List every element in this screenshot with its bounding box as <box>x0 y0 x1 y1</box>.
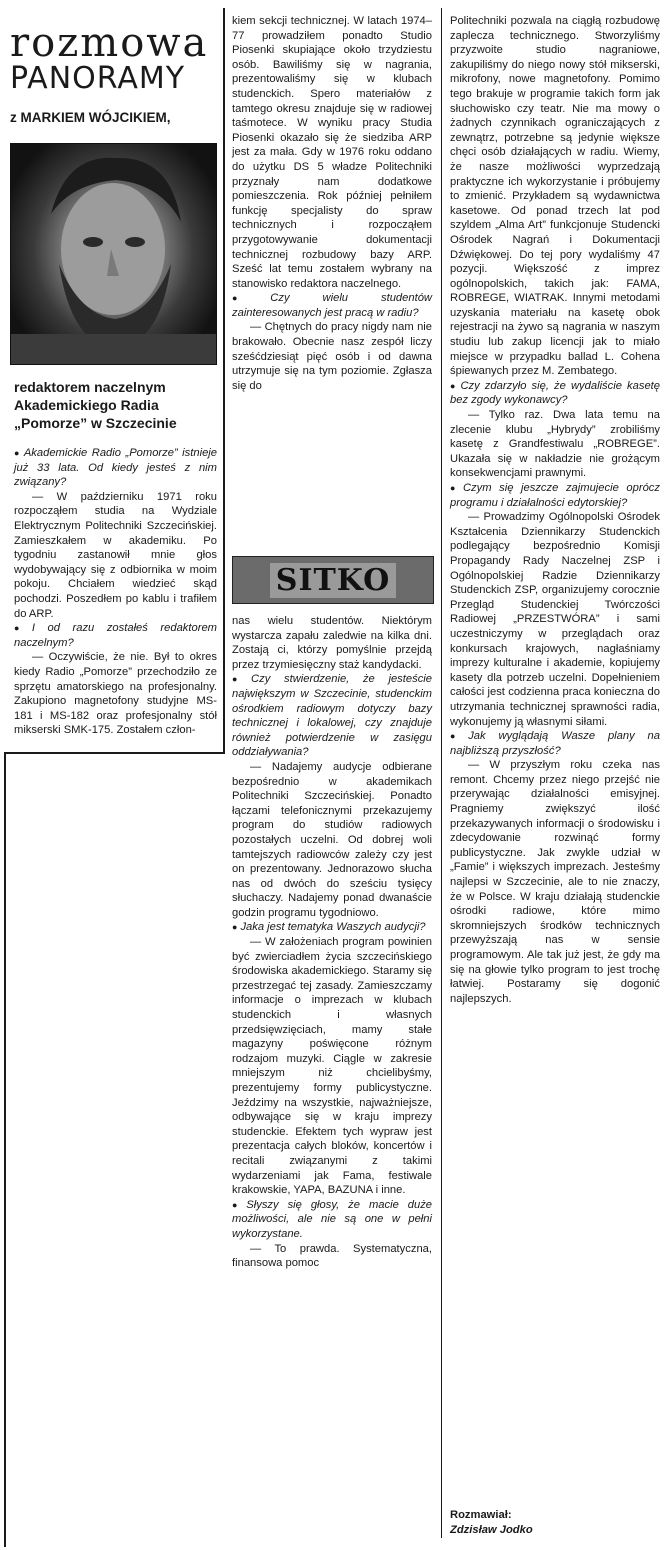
column-2-top <box>232 14 432 393</box>
question-paragraph <box>232 291 432 320</box>
portrait-photo <box>10 143 217 365</box>
answer-paragraph <box>232 614 432 672</box>
answer-paragraph <box>232 14 432 291</box>
column-2-bottom <box>232 614 432 1271</box>
paragraph-text: Słyszy się głosy, że macie duże możliwości, ale nie są one w pełni wykorzystane. <box>232 1198 433 1240</box>
paragraph-text: — W przyszłym roku czeka nas remont. Chcemy przez niego przejść nie przerywając działalności emisyjnej. Pragniemy zwiększyć ilość przekazywanych informacji o środowisku i zdecydowanie rozwinąć formy publicystyczne. Jak zwykle udział w „Famie” i większych imprezach. Jesteśmy najlepsi w Szczecinie, ale to nie znaczy, że w Polsce. W kraju działają studenckie ośrodki radiowe, które mimo skromniejszych środków technicznych przewyższają nas w sensie programowym. Ale tak już jest, że gdy ma się na głowie tylko program to jest trochę łatwiej. Postaramy się dogonić najlepszych. <box>450 759 660 1005</box>
bullet-icon: ● <box>232 674 249 685</box>
paragraph-text: — W założeniach program powinien być zwierciadłem życia szczecińskiego środowiska akademickiego. Staramy się przestrzegać tej zasady. Zamieszczamy informacje o imprezach w klubach studenckich i własnych przedsięwzięciach, mamy stałe magazyny poświęcone różnym rodzajom muzyki. Ciągle w zakresie mniejszym niż chcielibyśmy, prezentujemy formy publicystyczne. Jeździmy na wszystkie, najważniejsze, odbywające się w kraju imprezy studenckie. Efektem tych wypraw jest prezentacja całych bloków, koncertów i recitali związanymi z takimi wydarzeniami jak Fama, festiwale krakowskie, YAPA, BAZUNA i inne. <box>232 936 432 1197</box>
question-paragraph <box>232 672 432 760</box>
portrait-image <box>11 144 216 364</box>
bullet-icon: ● <box>232 293 268 304</box>
paragraph-text: Czy stwierdzenie, że jesteście największym w Szczecinie, studenckim ośrodkiem radiowym dotyczy bazy technicznej i lokalowej, czy znajduje również potwierdzenie w zasięgu oddziaływania? <box>232 673 433 759</box>
paragraph-text: Politechniki pozwala na ciągłą rozbudowę zaplecza technicznego. Stworzyliśmy przyzwoite studio nagraniowe, zakupiliśmy do niego nowy stół mikserski, mikrofony, nowe magnetofony. Pomimo tego brakuje w programie takich form jak słuchowisko czy teatr. Nie ma mowy o żadnych czynnikach ograniczających z zewnątrz, potrzebne są jedynie większe chęci osób działających w radiu. Wiemy, że nasze możliwości wyprzedzają praktyczne ich wykorzystanie i próbujemy to zmienić. Przykładem są wydawnictwa kasetowe. Od ponad trzech lat pod szyldem „Alma Art” funkcjonuje Studencki Ośrodek Nagrań i Dokumentacji Dźwiękowej. Do tej pory wydaliśmy 47 pozycji. Większość z imprez ogólnopolskich, takich jak: FAMA, ROBREGE, WIATRAK. Innymi metodami uzyskania materiału na kasetę obok rejestracji na żywo są nagrania w naszym studiu lub zakup licencji jak to miało miejsce w przypadku ballad L. Cohena śpiewanych przez M. Zembatego. <box>450 15 660 378</box>
bullet-icon: ● <box>14 448 21 458</box>
bullet-icon: ● <box>450 731 466 742</box>
paragraph-text: Czy zdarzyło się, że wydaliście kasetę bez zgody wykonawcy? <box>450 379 661 407</box>
question-paragraph <box>14 446 217 490</box>
rule-left-bottom <box>4 752 6 1547</box>
answer-paragraph <box>14 490 217 621</box>
question-paragraph <box>232 1198 432 1242</box>
paragraph-text: — Oczywiście, że nie. Był to okres kiedy Radio „Pomorze” przechodziło ze sprzętu amatorskiego na profesjonalny. Zakupiono magnetofony studyjne MS-181 i MS-182 oraz profesjonalny stół mikserski SMK-175. Zostałem człon- <box>14 651 217 737</box>
rule-left-top <box>223 8 225 753</box>
answer-paragraph <box>232 1242 432 1271</box>
masthead-title: rozmowa <box>10 20 209 66</box>
bullet-icon: ● <box>14 623 29 634</box>
column-3 <box>450 14 660 1006</box>
question-paragraph <box>232 920 432 935</box>
paragraph-text: I od razu zostałeś redaktorem naczelnym? <box>14 622 217 649</box>
answer-paragraph <box>450 758 660 1006</box>
answer-paragraph <box>450 510 660 729</box>
answer-paragraph <box>232 320 432 393</box>
paragraph-text: Czy wielu studentów zainteresowanych jest pracą w radiu? <box>232 292 432 319</box>
paragraph-text: nas wielu studentów. Niektórym wystarcza zapału zaledwie na kilka dni. Zostają ci, którzy pomyślnie przejdą przez trzymiesięczny staż kandydacki. <box>232 615 432 671</box>
paragraph-text: — Prowadzimy Ogólnopolski Ośrodek Kształcenia Dziennikarzy Studenckich podlegający bezpośrednio Komisji Propagandy Rady Naczelnej ZSP i Ogólnopolskiej Radzie Dziennikarzy Studenckich ZSP, organizujemy corocznie Przegląd Studenckiej Twórczości Radiowej „PRZESTWÓRA” i sami uczestniczymy w przeglądach oraz konkursach krajowych, nagłaśniamy imprezy kulturalne i akademie, kopiujemy kasety dla potrzeb uczelni. Dopełnieniem całości jest codzienna praca konieczna do utrzymania technicznej sprawności radia, wykonujemy ją własnymi siłami. <box>450 511 660 728</box>
answer-paragraph <box>450 408 660 481</box>
answer-paragraph <box>232 935 432 1198</box>
paragraph-text: Czym się jeszcze zajmujecie oprócz programu i działalności edytorskiej? <box>450 482 660 509</box>
signoff-block <box>450 1508 660 1537</box>
question-paragraph <box>450 729 660 758</box>
paragraph-text: Akademickie Radio „Pomorze” istnieje już 33 lata. Od kiedy jesteś z nim związany? <box>14 447 217 489</box>
question-paragraph <box>450 379 660 408</box>
paragraph-text: Jak wyglądają Wasze plany na najbliższą przyszłość? <box>450 730 661 757</box>
rule-middle <box>441 8 442 1538</box>
guest-line: z MARKIEM WÓJCIKIEM, <box>10 110 171 125</box>
bullet-icon: ● <box>450 380 458 391</box>
answer-paragraph <box>450 14 660 379</box>
guest-role: redaktorem naczelnym Akademickiego Radia „Pomorze” w Szczecinie <box>14 379 177 431</box>
masthead-subtitle: PANORAMY <box>10 61 186 96</box>
paragraph-text: — Tylko raz. Dwa lata temu na zlecenie klubu „Hybrydy” zrobiliśmy kasetę z Grandfestiwalu „ROBREGE”. Ukazała się w nakładzie nie grożącym konsekwencjami prawnymi. <box>450 409 660 480</box>
paragraph-text: — To prawda. Systematyczna, finansowa pomoc <box>232 1242 432 1270</box>
rule-left-step <box>4 752 225 754</box>
paragraph-text: — W październiku 1971 roku rozpocząłem studia na Wydziale Elektrycznym Politechniki Szczecińskiej. Zamieszkałem w akademiku. Po tygodniu zastanowił mnie głos wydobywający się z odbiornika w moim pokoju. Chciałem wiedzieć skąd pochodzi. Poszedłem po kablu i trafiłem do ARP. <box>14 490 217 620</box>
question-paragraph <box>450 481 660 510</box>
signoff-name: Zdzisław Jodko <box>450 1523 533 1536</box>
paragraph-text: kiem sekcji technicznej. W latach 1974–77 prowadziłem ponadto Studio Piosenki skupiające około trzydziestu osób. Bawiliśmy się w nagrania, prezentowaliśmy się w klubach studenckich. Spero materiałów z tamtego okresu znajduje się w radiowej taśmotece. W wyniku pracy Studia Piosenki okazało się że siedziba ARP jest za mała. Gdy w 1976 roku oddano do użytku DS 5 władze Politechniki przyznały nam dodatkowe pomieszczenia. Rok później pełniłem funkcję specjalisty do spraw technicznych i rozpocząłem przygotowywanie dokumentacji technicznej rozbudowy bazy ARP. Sześć lat temu zostałem wybrany na stanowisko redaktora naczelnego. <box>232 15 432 290</box>
bullet-icon: ● <box>232 922 238 933</box>
paragraph-text: — Nadajemy audycje odbierane bezpośrednio w akademikach Politechniki Szczecińskiej. Ponadto łączami telefonicznymi przekazujemy program do studiów radiowych pozostałych uczelni. Od dobrej woli tamtejszych radiowców zależy czy jest on prezentowany. Jednorazowo słucha nas od dwóch do sześciu tysięcy słuchaczy. Nadajemy ponad dwanaście godzin programu tygodniowo. <box>232 760 432 919</box>
question-paragraph <box>14 621 217 650</box>
bullet-icon: ● <box>450 483 460 493</box>
sitko-label: SITKO <box>270 563 396 598</box>
column-1 <box>14 446 217 738</box>
paragraph-text: — Chętnych do pracy nigdy nam nie brakowało. Obecnie nasz zespół liczy sześćdziesiąt pięć osób i od dawna utrzymuje się na tym poziomie. Zgłasza się do <box>232 321 432 392</box>
answer-paragraph <box>14 650 217 738</box>
answer-paragraph <box>232 760 432 921</box>
bullet-icon: ● <box>232 1199 244 1210</box>
sitko-box <box>232 556 434 604</box>
paragraph-text: Jaka jest tematyka Waszych audycji? <box>240 921 426 934</box>
signoff-label: Rozmawiał: <box>450 1509 512 1521</box>
